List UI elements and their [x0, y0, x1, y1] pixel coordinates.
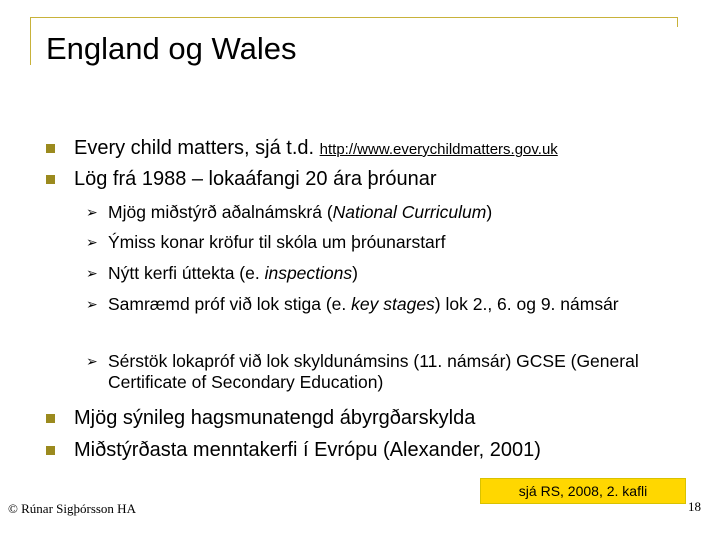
sub-bullet-text: Sérstök lokapróf við lok skyldunámsins (11. námsár) GCSE (General Certificate of Secondary Education) — [108, 351, 639, 392]
arrow-bullet-icon: ➢ — [86, 265, 98, 281]
sub-bullet-text: ) lok 2., 6. og 9. námsár — [434, 294, 619, 314]
sub-bullet-item — [86, 202, 686, 223]
slide-frame-right — [677, 17, 678, 27]
slide-frame-left — [30, 17, 31, 65]
square-bullet-icon — [46, 414, 55, 423]
bullet-text: Every child matters, sjá t.d. — [74, 137, 320, 159]
sub-bullet-item — [86, 263, 686, 284]
sub-bullet-text: Nýtt kerfi úttekta (e. — [108, 263, 265, 283]
bullet-text: Miðstýrðasta menntakerfi í Evrópu (Alexander, 2001) — [74, 439, 541, 461]
page-number: 18 — [688, 499, 701, 514]
bullet-text: Lög frá 1988 – lokaáfangi 20 ára þróunar — [74, 168, 437, 190]
footer-copyright: © Rúnar Sigþórsson HA — [8, 501, 136, 516]
sub-bullet-text: Samræmd próf við lok stiga (e. — [108, 294, 352, 314]
sub-bullet-text: Mjög miðstýrð aðalnámskrá ( — [108, 202, 333, 222]
sub-bullet-emphasis: inspections — [264, 263, 353, 283]
slide-frame-top — [30, 17, 678, 18]
reference-box: sjá RS, 2008, 2. kafli — [480, 478, 686, 504]
square-bullet-icon — [46, 144, 55, 153]
arrow-bullet-icon: ➢ — [86, 296, 98, 312]
square-bullet-icon — [46, 446, 55, 455]
sub-bullet-emphasis: National Curriculum — [332, 202, 487, 222]
sub-bullet-item — [86, 351, 686, 393]
sub-bullet-emphasis: key stages — [351, 294, 435, 314]
arrow-bullet-icon: ➢ — [86, 353, 98, 369]
bullet-text: Mjög sýnileg hagsmunatengd ábyrgðarskylda — [74, 407, 476, 429]
sub-bullet-item — [86, 232, 686, 253]
arrow-bullet-icon: ➢ — [86, 234, 98, 250]
sub-bullet-item — [86, 294, 686, 336]
slide-title: England og Wales — [46, 31, 297, 66]
sub-bullet-text: ) — [486, 202, 493, 222]
everychildmatters-link[interactable]: http://www.everychildmatters.gov.uk — [319, 141, 558, 158]
arrow-bullet-icon: ➢ — [86, 204, 98, 220]
square-bullet-icon — [46, 175, 55, 184]
sub-bullet-text: ) — [352, 263, 358, 283]
sub-bullet-text: Ýmiss konar kröfur til skóla um þróunarstarf — [108, 232, 446, 252]
